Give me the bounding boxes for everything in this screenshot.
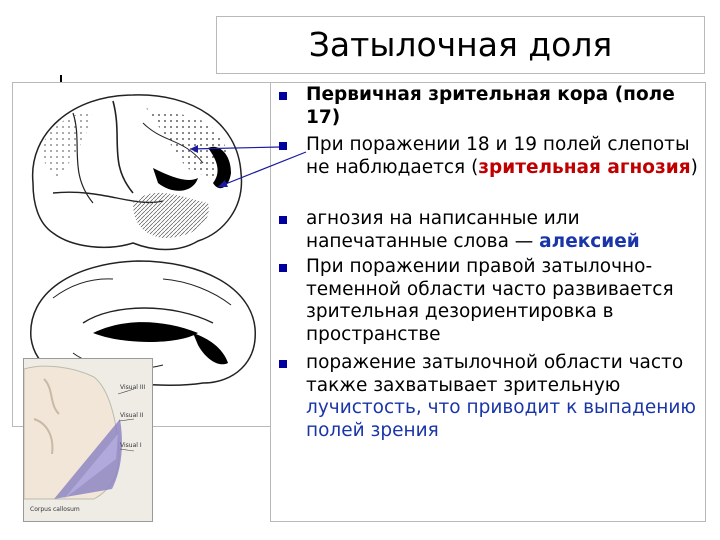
bullet-square-icon [279,360,287,368]
bullet-item [276,208,706,256]
occipital-inset [24,359,153,522]
bullet-highlight: зрительная агнозия [478,156,691,178]
bullet-text: При поражении 18 и 19 полей слепоты не наблюдается ( [306,134,690,178]
bullet-list [276,84,706,442]
inset-label: Visual III [120,384,146,391]
bullet-square-icon [279,92,287,100]
bullet-text: При поражении правой затылочно-теменной области часто развивается зрительная дезориентировка в пространстве [306,256,674,345]
inset-label: Corpus callosum [30,506,80,513]
bullet-text: поражение затылочной области часто также захватывает зрительную [306,352,684,396]
lateral-brain [33,95,242,250]
inset-label: Visual II [120,412,144,419]
bullet-text: агнозия на написанные или напечатанные слова — [306,208,580,252]
inset-figure [23,358,153,522]
bullet-text: Первичная зрительная кора (поле 17) [306,84,675,128]
bullet-item [276,352,706,442]
slide-title: Затылочная доля [308,25,613,64]
bullet-square-icon [279,264,287,272]
bullet-text: ) [690,156,698,178]
inset-label: Visual I [120,442,142,449]
bullet-square-icon [279,142,287,150]
bullet-item [276,256,706,352]
title-box [216,16,705,74]
bullet-square-icon [279,216,287,224]
bullet-highlight: лучистость, что приводит к выпадению полей зрения [306,397,696,441]
bullet-item [276,84,706,134]
bullet-highlight: алексией [539,230,640,252]
bullet-item [276,134,706,208]
